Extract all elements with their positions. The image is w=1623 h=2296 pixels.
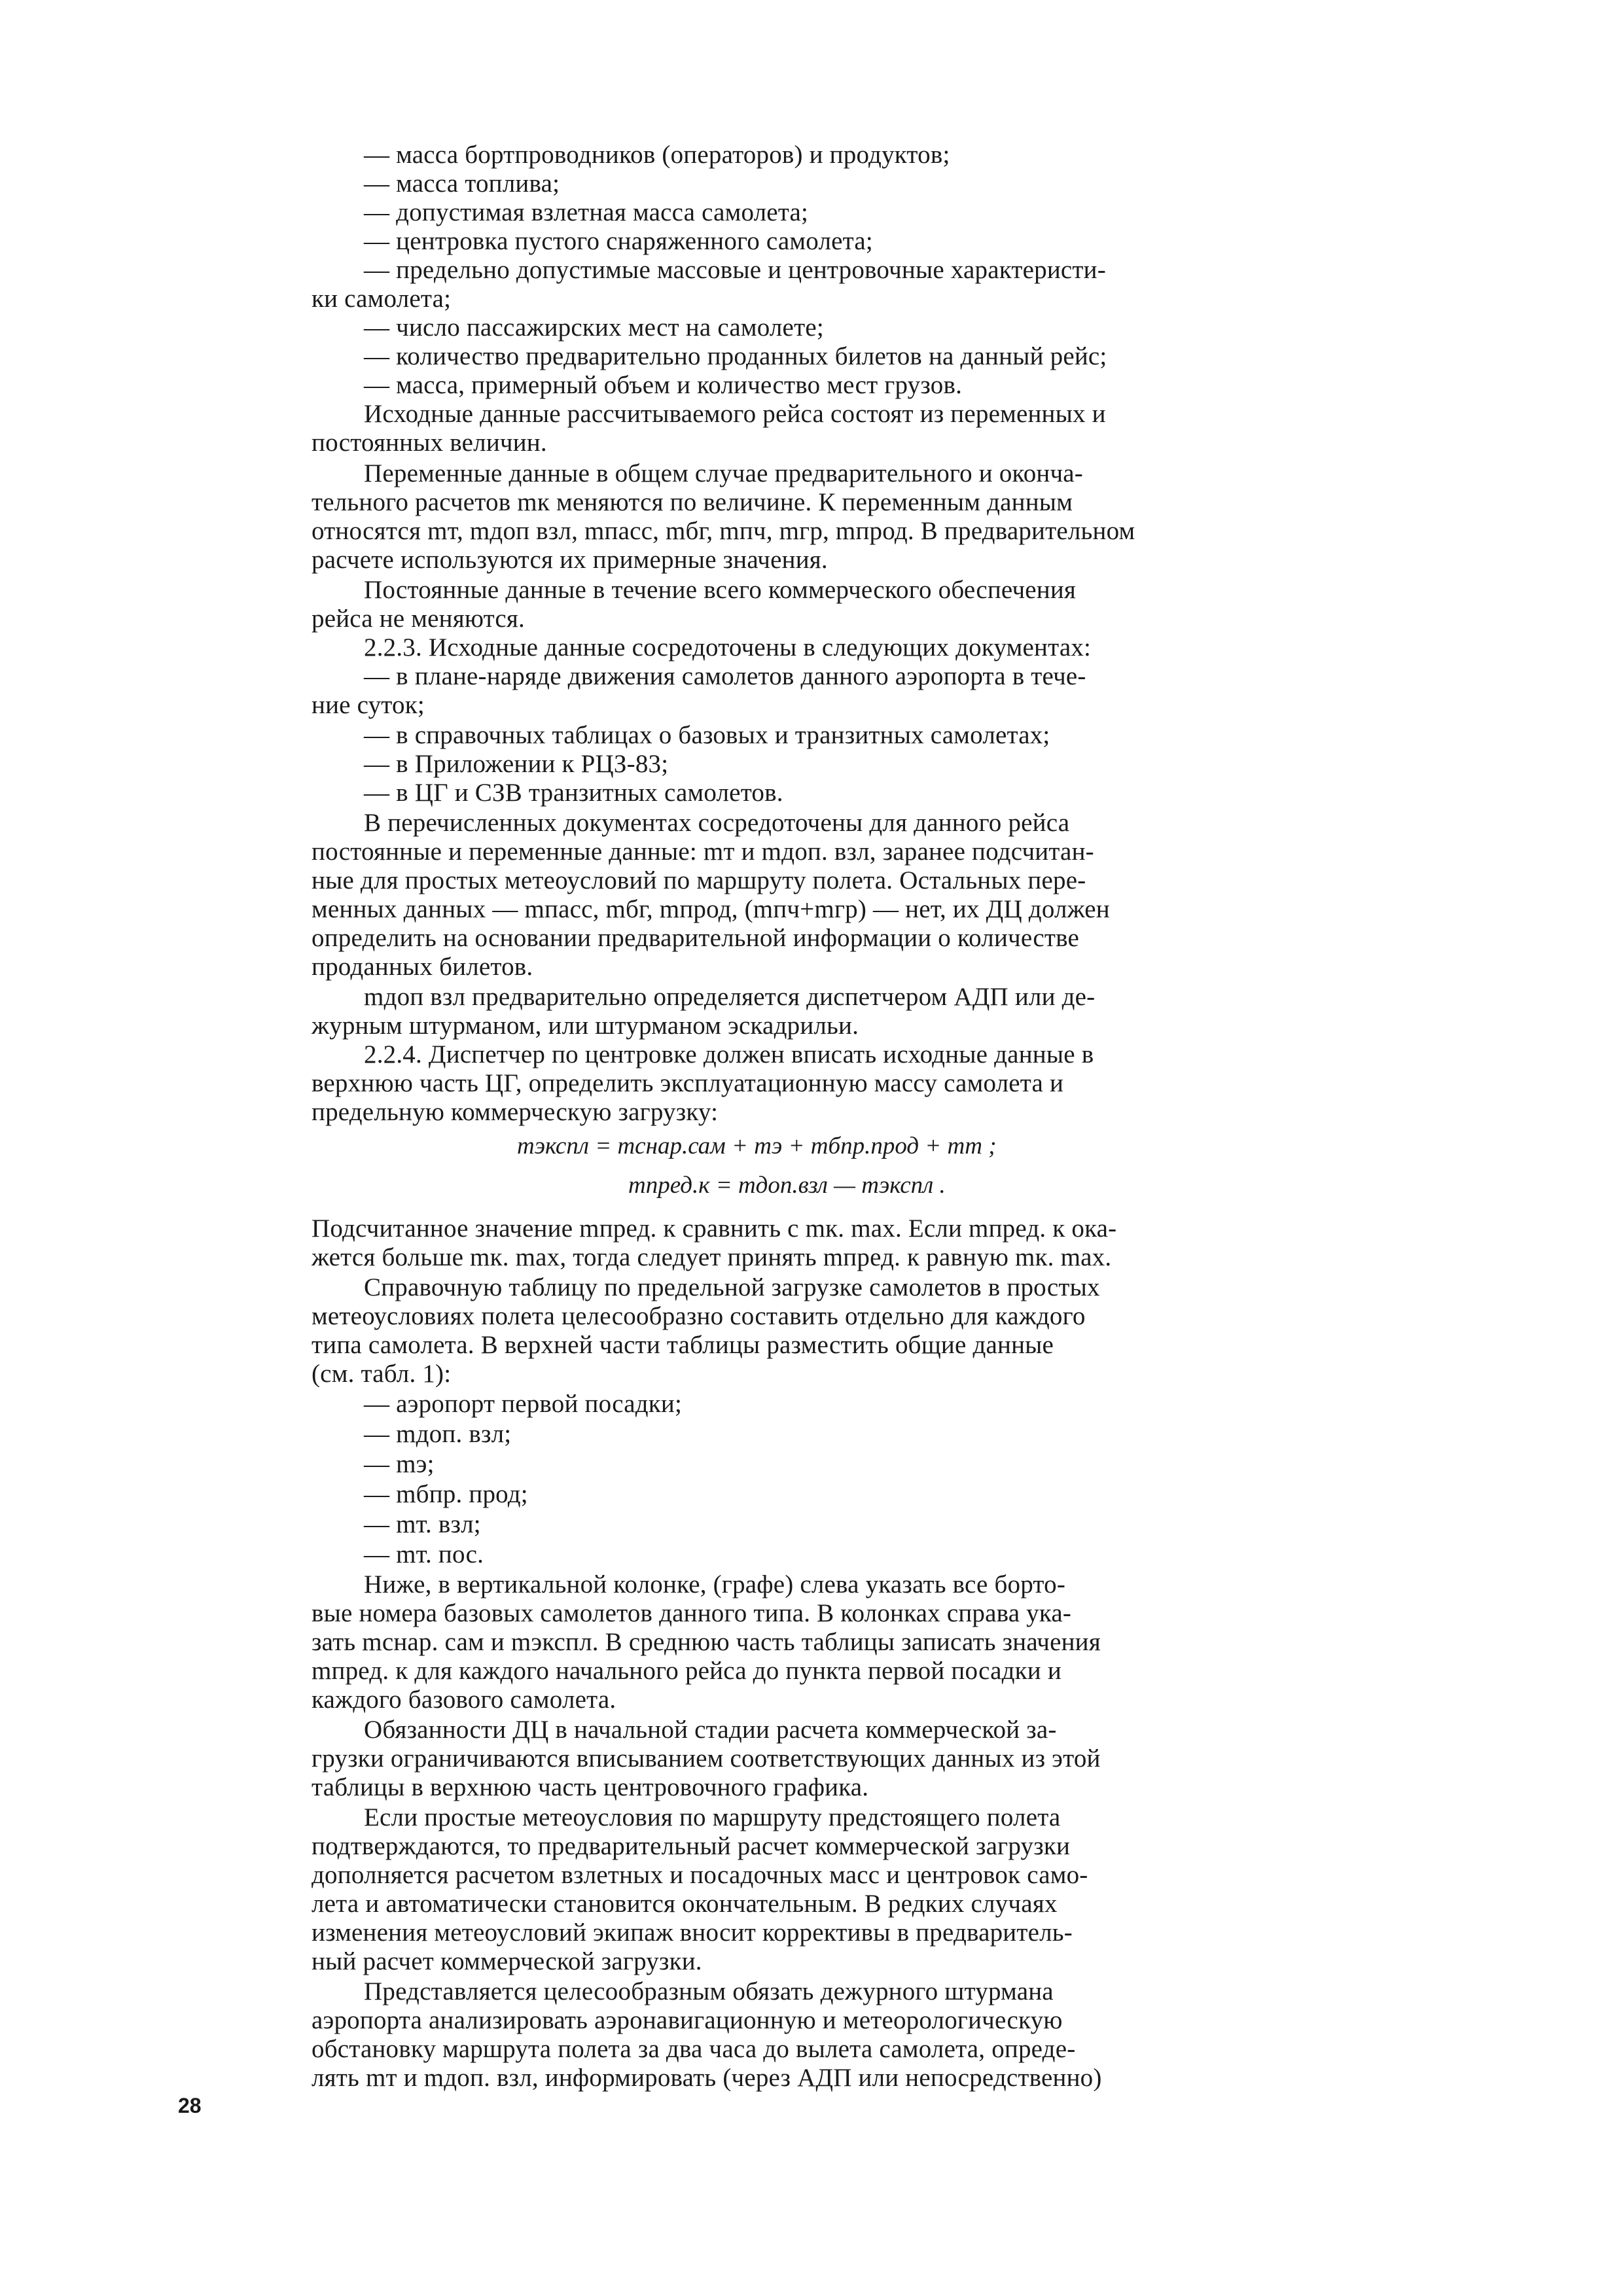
text-line: 2.2.3. Исходные данные сосредоточены в следующих документах: [364, 633, 1092, 662]
text-line: mпред. к для каждого начального рейса до пункта первой посадки и [312, 1657, 1061, 1685]
text-line: (см. табл. 1): [312, 1360, 452, 1388]
text-line: Представляется целесообразным обязать дежурного штурмана [364, 1977, 1054, 2005]
list-item: — mэ; [364, 1450, 435, 1478]
text-line: таблицы в верхнюю часть центровочного графика. [312, 1773, 869, 1801]
text-line: менных данных — mпасс, mбг, mпрод, (mпч+mгр) — нет, их ДЦ должен [312, 895, 1110, 923]
text-line: жется больше mк. max, тогда следует принять mпред. к равную mк. max. [312, 1243, 1112, 1271]
text-line: — масса, примерный объем и количество мест грузов. [364, 371, 963, 399]
text-line: В перечисленных документах сосредоточены для данного рейса [364, 809, 1070, 837]
text-line: — допустимая взлетная масса самолета; [364, 198, 809, 226]
text-line: Справочную таблицу по предельной загрузке самолетов в простых [364, 1273, 1100, 1301]
list-item: — mдоп. взл; [364, 1420, 512, 1448]
text-line: изменения метеоусловий экипаж вносит коррективы в предваритель- [312, 1918, 1073, 1947]
text-line: — количество предварительно проданных билетов на данный рейс; [364, 342, 1107, 370]
text-line: — в Приложении к РЦЗ-83; [364, 750, 669, 778]
text-line: Обязанности ДЦ в начальной стадии расчета коммерческой за- [364, 1716, 1057, 1744]
text-line: — в справочных таблицах о базовых и транзитных самолетах; [364, 721, 1050, 749]
text-line: проданных билетов. [312, 953, 533, 981]
text-line: обстановку маршрута полета за два часа до вылета самолета, опреде- [312, 2035, 1076, 2063]
text-line: рейса не меняются. [312, 605, 525, 633]
text-line: метеоусловиях полета целесообразно составить отдельно для каждого [312, 1302, 1086, 1330]
text-line: — в ЦГ и СЗВ транзитных самолетов. [364, 779, 783, 807]
text-line: относятся mт, mдоп взл, mпасс, mбг, mпч, mгр, mпрод. В предварительном [312, 517, 1135, 545]
text-line: подтверждаются, то предварительный расчет коммерческой загрузки [312, 1832, 1071, 1860]
text-line: грузки ограничиваются вписыванием соответствующих данных из этой [312, 1744, 1101, 1773]
formula-operating-mass: mэкспл = mснар.сам + mэ + mбпр.прод + mт ; [517, 1133, 997, 1159]
text-line: — масса топлива; [364, 169, 560, 198]
text-line: Если простые метеоусловия по маршруту предстоящего полета [364, 1803, 1061, 1831]
text-line: вые номера базовых самолетов данного типа. В колонках справа ука- [312, 1599, 1072, 1627]
text-line: расчете используются их примерные значения. [312, 546, 828, 574]
text-line: ние суток; [312, 691, 425, 719]
text-line: — центровка пустого снаряженного самолета; [364, 227, 873, 255]
text-line: — предельно допустимые массовые и центровочные характеристи- [364, 256, 1106, 284]
text-line: ный расчет коммерческой загрузки. [312, 1947, 702, 1975]
text-line: дополняется расчетом взлетных и посадочных масс и центровок само- [312, 1861, 1088, 1889]
text-line: Постоянные данные в течение всего коммерческого обеспечения [364, 576, 1077, 604]
text-line: ные для простых метеоусловий по маршруту полета. Остальных пере- [312, 866, 1086, 894]
text-line: — масса бортпроводников (операторов) и продуктов; [364, 141, 950, 169]
list-item: — mт. взл; [364, 1510, 481, 1538]
text-line: 2.2.4. Диспетчер по центровке должен вписать исходные данные в [364, 1040, 1094, 1069]
text-line: ки самолета; [312, 285, 452, 313]
text-line: — в плане-наряде движения самолетов данного аэропорта в тече- [364, 662, 1086, 690]
text-line: зать mснар. сам и mэкспл. В среднюю часть таблицы записать значения [312, 1628, 1101, 1656]
text-line: предельную коммерческую загрузку: [312, 1098, 719, 1126]
text-line: каждого базового самолета. [312, 1686, 616, 1714]
text-line: лета и автоматически становится окончательным. В редких случаях [312, 1890, 1058, 1918]
text-line: постоянных величин. [312, 429, 547, 457]
list-item: — аэропорт первой посадки; [364, 1390, 683, 1418]
text-line: типа самолета. В верхней части таблицы разместить общие данные [312, 1331, 1054, 1359]
text-line: определить на основании предварительной информации о количестве [312, 924, 1079, 952]
text-line: mдоп взл предварительно определяется диспетчером АДП или де- [364, 983, 1096, 1011]
text-line: журным штурманом, или штурманом эскадрильи. [312, 1012, 859, 1040]
text-line: Переменные данные в общем случае предварительного и оконча- [364, 459, 1083, 487]
text-line: тельного расчетов mк меняются по величине. К переменным данным [312, 488, 1073, 516]
list-item: — mт. пос. [364, 1540, 484, 1568]
text-line: — число пассажирских мест на самолете; [364, 313, 824, 342]
text-line: лять mт и mдоп. взл, информировать (через АДП или непосредственно) [312, 2064, 1102, 2092]
text-line: Подсчитанное значение mпред. к сравнить с mк. max. Если mпред. к ока- [312, 1214, 1117, 1243]
text-line: Ниже, в вертикальной колонке, (графе) слева указать все борто- [364, 1570, 1066, 1598]
page-number: 28 [178, 2094, 202, 2117]
text-line: Исходные данные рассчитываемого рейса состоят из переменных и [364, 400, 1106, 428]
formula-max-payload: mпред.к = mдоп.взл — mэкспл . [628, 1172, 946, 1199]
text-line: постоянные и переменные данные: mт и mдоп. взл, заранее подсчитан- [312, 838, 1094, 866]
text-line: аэропорта анализировать аэронавигационную и метеорологическую [312, 2006, 1063, 2034]
text-line: верхнюю часть ЦГ, определить эксплуатационную массу самолета и [312, 1069, 1064, 1097]
list-item: — mбпр. прод; [364, 1480, 528, 1508]
